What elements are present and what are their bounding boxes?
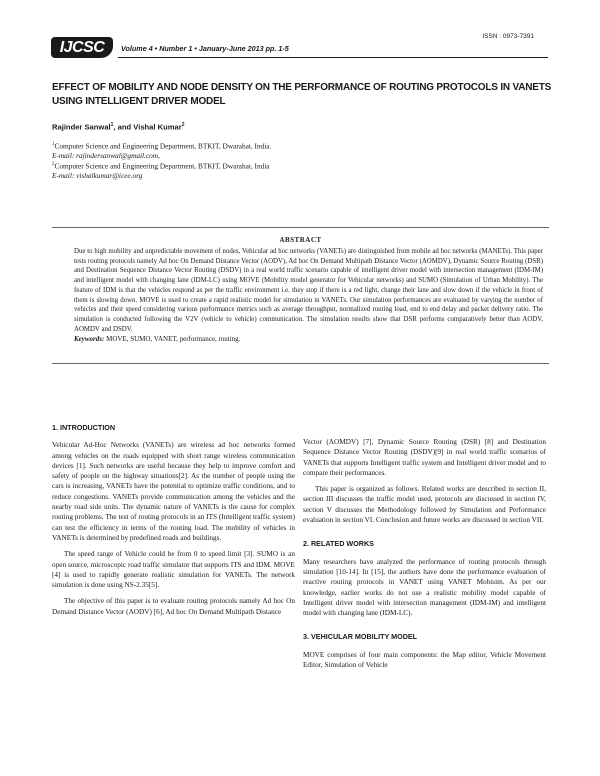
author-2-sup: 2 — [181, 122, 185, 128]
header-rule — [118, 57, 548, 58]
paragraph: MOVE comprises of four main components: the Map editor, Vehicle Movement Editor, Simulation of Vehicle — [303, 650, 546, 670]
paragraph: Many researchers have analyzed the performance of routing protocols through simulation [10-14]. In [15], the authors have done the performance evaluation of reactive routing protocols in VANET using VANET Mobisim. As per our knowledge, earlier works do not use a realistic mobility model capable of Intelligent driver model with intersection management (IDM-IM) and intelligent model with changing lane (IDM-LC). — [303, 557, 546, 618]
section-heading-vehicular-mobility: 3. VEHICULAR MOBILITY MODEL — [303, 632, 418, 642]
section-heading-introduction: 1. INTRODUCTION — [52, 423, 116, 432]
abstract-body: Due to high mobility and unpredictable movement of nodes, Vehicular ad hoc networks (VANETs) are distinguished from mobile ad hoc networks (MANETs). This paper tests routing protocols namely Ad hoc On Demand Distance Vector (AODV), Ad hoc On Demand Multipath Distance Vector (AOMDV), Dynamic Source Routing (DSR) and Destination Sequence Distance Vector Routing (DSDV) in a real world traffic scenario capable of intelligent driver model with intersection management (IDM-IM) and intelligent model with changing lane (IDM-LC) using MOVE (Mobility model generator for Vehicular networks) and SUMO (Simulation of Urban Mobility). The feature of IDM is that the vehicles respond as per the traffic environment i.e. they stop if there is a red light, change their lane and slow down if the vehicle in front of them is slowing down. MOVE is used to create a rapid realistic model for simulation in VANETs. Our simulation performances are evaluated by varying the number of vehicles and their speed considering various performance metrics such as average throughput, normalized routing load, end to end delay and packet delivery ratio. The simulation is conducted following the V2V (vehicle to vehicle) communication. The simulation results show that DSR performs comparatively better than AODV, AOMDV and DSDV. — [74, 248, 543, 333]
volume-info: Volume 4 • Number 1 • January-June 2013 pp. 1-5 — [121, 44, 289, 53]
author-1: Rajinder Sanwal — [52, 122, 111, 132]
affiliation-2 — [52, 160, 270, 180]
keywords-text: MOVE, SUMO, VANET, performance, routing. — [106, 335, 241, 344]
affiliation-2-sup: 2 — [52, 162, 55, 167]
email-1[interactable]: rajindersanwal@gmail.com, — [76, 150, 160, 160]
paragraph: This paper is organized as follows. Related works are described in section II, section III discusses the traffic model used, protocols are discussed in section IV, section V discusses the Methodology followed by Simulation and Performance evaluation in section VI. Conclusion and future works are discussed in section VII. — [303, 485, 546, 525]
keywords — [74, 335, 543, 343]
affiliation-2-text: Computer Science and Engineering Department, BTKIT, Dwarahat, India — [54, 161, 270, 171]
paragraph: The speed range of Vehicle could be from 0 to speed limit [3]. SUMO is an open source, microscopic road traffic simulator that supports ITS and IDM. MOVE [4] is used to rapidly generate realistic simulation for VANETs. The network simulation is done using NS-2.35[5]. — [52, 550, 295, 590]
journal-logo: IJCSC — [51, 37, 113, 58]
section-heading-related-works: 2. RELATED WORKS — [303, 539, 374, 549]
author-2: , and Vishal Kumar — [113, 122, 182, 132]
paper-title: EFFECT OF MOBILITY AND NODE DENSITY ON THE PERFORMANCE OF ROUTING PROTOCOLS IN VANETS USING INTELLIGENT DRIVER MODEL — [52, 82, 552, 107]
author-1-sup: 1 — [110, 122, 114, 128]
paragraph: Vehicular Ad-Hoc Networks (VANETs) are wireless ad hoc networks formed among vehicles on the roads equipped with short range wireless communication devices [1]. Such networks are useful because they help to improve comfort and safety of people on the highway situations[2]. As the number of people using the cars is increasing, VANETs have the potential to optimize traffic conditions, and to reduce congestions. VANETs provide communication among the vehicles and the nearby road side units. The dynamic nature of VANETs is the cause for complex routing problems. The test of routing protocols in an ITS (Intelligent traffic system) can test the efficiency in terms of the routing load. The mobility of vehicles in VANETs is determined by predefined roads and buildings. — [52, 441, 295, 542]
author-line — [52, 122, 184, 132]
affiliation-1-text: Computer Science and Engineering Department, BTKIT, Dwarahat, India. — [54, 141, 272, 151]
email-label: E-mail: — [52, 170, 75, 180]
paragraph: Vector (AOMDV) [7], Dynamic Source Routing (DSR) [8] and Destination Sequence Distance Vector Routing (DSDV)[9] in real world traffic scenarios of VANETs that supports Intelligent traffic system and Intelligent driver model and to compare their performances. — [303, 438, 546, 477]
abstract-heading: ABSTRACT — [279, 236, 322, 244]
issn: ISSN : 0973-7391 — [482, 33, 534, 40]
abstract-section — [52, 227, 549, 364]
email-2[interactable]: vishalkumar@icee.org — [76, 170, 143, 180]
affiliation-1 — [52, 140, 271, 160]
affiliation-1-sup: 1 — [52, 142, 55, 147]
right-column — [303, 372, 546, 676]
left-column — [52, 372, 295, 623]
email-label: E-mail: — [52, 150, 75, 160]
paragraph: The objective of this paper is to evaluate routing protocols namely Ad hoc On Demand Distance Vector (AODV) [6], Ad hoc On Demand Multipath Distance — [52, 597, 295, 616]
keywords-label: Keywords: — [74, 335, 105, 344]
